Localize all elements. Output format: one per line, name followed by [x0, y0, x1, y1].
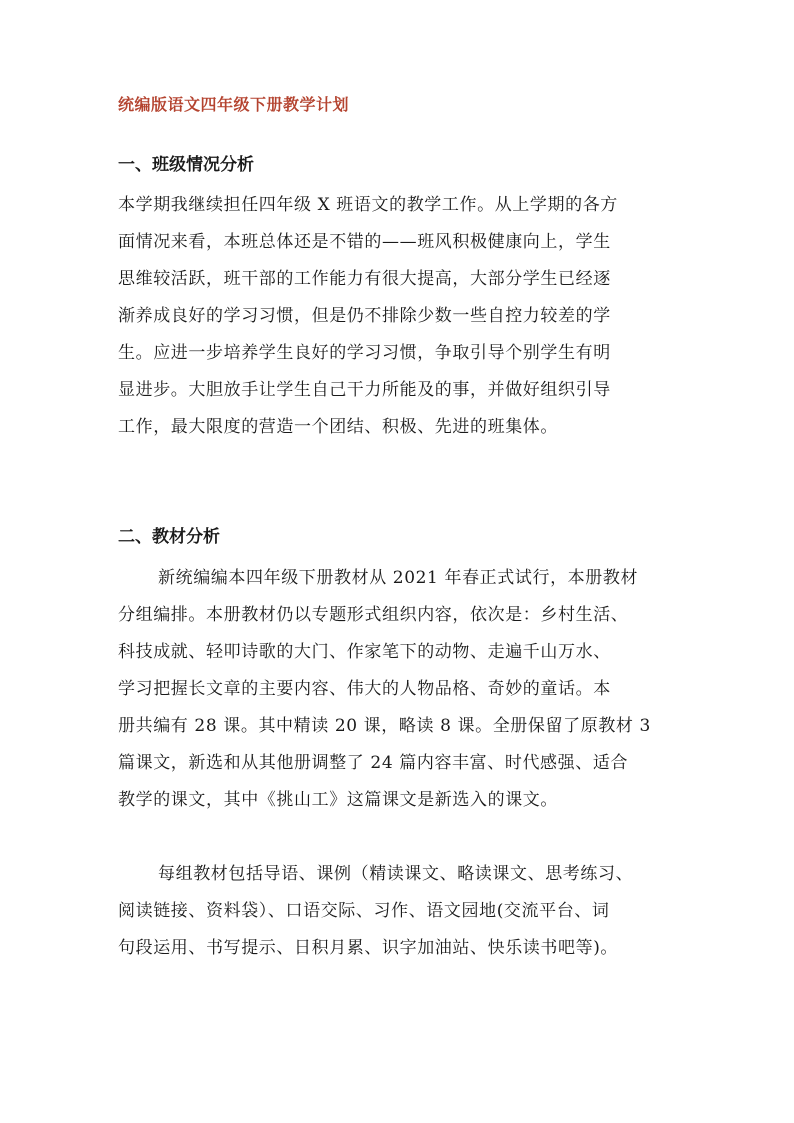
paragraph-line: 生。应进一步培养学生良好的学习习惯，争取引导个别学生有明 — [118, 343, 611, 363]
section-heading-textbook-analysis: 二、教材分析 — [118, 527, 220, 547]
paragraph-line: 每组教材包括导语、课例（精读课文、略读课文、思考练习、 — [158, 864, 634, 884]
paragraph-line: 新统编编本四年级下册教材从 2021 年春正式试行，本册教材 — [158, 568, 639, 588]
section-heading-class-analysis: 一、班级情况分析 — [118, 155, 254, 175]
paragraph-line: 思维较活跃，班干部的工作能力有很大提高，大部分学生已经逐 — [118, 269, 611, 289]
paragraph-line: 册共编有 28 课。其中精读 20 课，略读 8 课。全册保留了原教材 3 — [118, 716, 651, 736]
paragraph-line: 本学期我继续担任四年级 X 班语文的教学工作。从上学期的各方 — [118, 195, 618, 215]
paragraph-line: 教学的课文，其中《挑山工》这篇课文是新选入的课文。 — [118, 790, 558, 810]
paragraph-line: 工作，最大限度的营造一个团结、积极、先进的班集体。 — [118, 417, 558, 437]
paragraph-line: 学习把握长文章的主要内容、伟大的人物品格、奇妙的童话。本 — [118, 679, 611, 699]
paragraph-line: 科技成就、轻叩诗歌的大门、作家笔下的动物、走遍千山万水、 — [118, 642, 611, 662]
paragraph-line: 阅读链接、资料袋）、口语交际、习作、语文园地(交流平台、词 — [118, 901, 610, 921]
document-title: 统编版语文四年级下册教学计划 — [118, 95, 350, 114]
paragraph-line: 渐养成良好的学习习惯，但是仍不排除少数一些自控力较差的学 — [118, 306, 611, 326]
paragraph-line: 句段运用、书写提示、日积月累、识字加油站、快乐读书吧等)。 — [118, 938, 619, 958]
paragraph-line: 分组编排。本册教材仍以专题形式组织内容，依次是：乡村生活、 — [118, 605, 629, 625]
paragraph-line: 篇课文，新选和从其他册调整了 24 篇内容丰富、时代感强、适合 — [118, 753, 629, 773]
paragraph-line: 显进步。大胆放手让学生自己干力所能及的事，并做好组织引导 — [118, 380, 611, 400]
paragraph-line: 面情况来看，本班总体还是不错的——班风积极健康向上，学生 — [118, 232, 611, 252]
